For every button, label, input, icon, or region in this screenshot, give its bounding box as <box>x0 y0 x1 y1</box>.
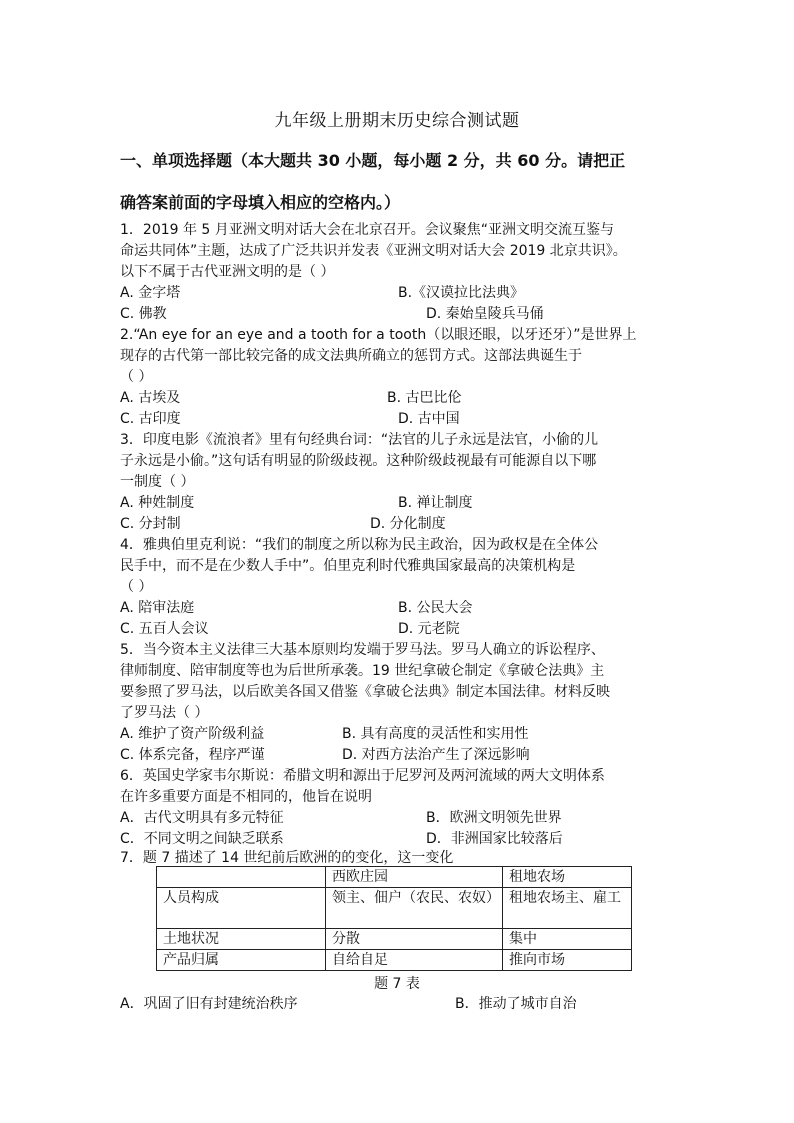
q4-option-c: C. 五百人会议 <box>120 621 209 637</box>
q4-option-a: A. 陪审法庭 <box>120 600 195 616</box>
q4-option-b: B. 公民大会 <box>398 600 473 616</box>
table-cell: 领主、佃户（农民、农奴） <box>326 888 503 929</box>
q1-stem-line-2: 命运共同体”主题，达成了广泛共识并发表《亚洲文明对话大会 2019 北京共识》。 <box>120 243 627 259</box>
table-row <box>157 950 632 971</box>
q5-stem-line-2: 律师制度、陪审制度等也为后世所承袭。19 世纪拿破仑制定《拿破仑法典》主 <box>120 663 605 679</box>
q3-option-d: D. 分化制度 <box>370 516 446 532</box>
table-cell: 自给自足 <box>326 950 503 971</box>
table-cell: 产品归属 <box>157 950 326 971</box>
table-cell: 土地状况 <box>157 929 326 950</box>
q1-option-c: C. 佛教 <box>120 306 167 322</box>
q3-stem-line-3: 一制度（ ） <box>120 474 195 490</box>
q2-option-c: C. 古印度 <box>120 411 181 427</box>
q7-stem-line-1: 7．题 7 描述了 14 世纪前后欧洲的的变化，这一变化 <box>120 850 454 866</box>
q4-stem-line-2: 民手中，而不是在少数人手中”。伯里克利时代雅典国家最高的决策机构是 <box>120 558 576 574</box>
q7-option-b: B．推动了城市自治 <box>455 996 577 1012</box>
q6-stem-line-2: 在许多重要方面是不相同的，他旨在说明 <box>120 789 372 805</box>
q7-option-a: A．巩固了旧有封建统治秩序 <box>120 996 298 1012</box>
q1-option-b: B.《汉谟拉比法典》 <box>398 285 525 301</box>
q1-option-d: D. 秦始皇陵兵马俑 <box>426 306 544 322</box>
q5-stem-line-4: 了罗马法（ ） <box>120 705 209 721</box>
q6-option-c: C．不同文明之间缺乏联系 <box>120 831 284 847</box>
q3-stem-line-2: 子永远是小偷。”这句话有明显的阶级歧视。这种阶级歧视最有可能源自以下哪 <box>120 453 597 469</box>
q5-stem-line-1: 5．当今资本主义法律三大基本原则均发端于罗马法。罗马人确立的诉讼程序、 <box>120 642 605 658</box>
table-row <box>157 888 632 929</box>
q6-option-d: D．非洲国家比较落后 <box>426 831 563 847</box>
q4-stem-line-1: 4．雅典伯里克利说：“我们的制度之所以称为民主政治，因为政权是在全体公 <box>120 537 599 553</box>
q3-option-c: C. 分封制 <box>120 516 181 532</box>
q6-stem-line-1: 6．英国史学家韦尔斯说：希腊文明和源出于尼罗河及两河流域的两大文明体系 <box>120 768 605 784</box>
q6-option-b: B．欧洲文明领先世界 <box>426 810 562 826</box>
q2-stem-line-1: 2.“An eye for an eye and a tooth for a tooth（以眼还眼，以牙还牙）”是世界上 <box>120 327 637 343</box>
q7-table <box>156 866 632 971</box>
table-cell: 集中 <box>503 929 632 950</box>
q3-stem-line-1: 3．印度电影《流浪者》里有句经典台词：“法官的儿子永远是法官，小偷的儿 <box>120 432 599 448</box>
table-header-cell: 西欧庄园 <box>326 867 503 888</box>
q4-option-d: D. 元老院 <box>398 621 460 637</box>
q2-option-b: B. 古巴比伦 <box>387 390 462 406</box>
q2-stem-line-2: 现存的古代第一部比较完备的成文法典所确立的惩罚方式。这部法典诞生于 <box>120 348 582 364</box>
table-cell: 分散 <box>326 929 503 950</box>
q6-option-a: A．古代文明具有多元特征 <box>120 810 284 826</box>
table-cell: 人员构成 <box>157 888 326 929</box>
q3-option-a: A. 种姓制度 <box>120 495 195 511</box>
table-caption: 题 7 表 <box>374 976 420 992</box>
q3-option-b: B. 禅让制度 <box>398 495 473 511</box>
table-row <box>157 929 632 950</box>
table-header-row <box>157 867 632 888</box>
section-heading-line-1: 一、单项选择题（本大题共 30 小题，每小题 2 分，共 60 分。请把正 <box>120 151 626 170</box>
table-header-cell <box>157 867 326 888</box>
q5-stem-line-3: 要参照了罗马法，以后欧美各国又借鉴《拿破仑法典》制定本国法律。材料反映 <box>120 684 610 700</box>
q5-option-b: B. 具有高度的灵活性和实用性 <box>342 726 529 742</box>
section-heading-line-2: 确答案前面的字母填入相应的空格内。） <box>120 193 401 212</box>
q2-option-d: D. 古中国 <box>398 411 460 427</box>
table-cell: 租地农场主、雇工 <box>503 888 632 929</box>
q4-stem-line-3: （ ） <box>120 579 153 595</box>
q2-option-a: A. 古埃及 <box>120 390 181 406</box>
page-title: 九年级上册期末历史综合测试题 <box>274 111 520 131</box>
q1-option-a: A. 金字塔 <box>120 285 181 301</box>
table-header-cell: 租地农场 <box>503 867 632 888</box>
q5-option-d: D. 对西方法治产生了深远影响 <box>342 747 530 763</box>
table-cell: 推向市场 <box>503 950 632 971</box>
q5-option-a: A. 维护了资产阶级利益 <box>120 726 265 742</box>
q1-stem-line-3: 以下不属于古代亚洲文明的是（ ） <box>120 264 335 280</box>
q5-option-c: C. 体系完备，程序严谨 <box>120 747 265 763</box>
q1-stem-line-1: 1．2019 年 5 月亚洲文明对话大会在北京召开。会议聚焦“亚洲文明交流互鉴与 <box>120 222 615 238</box>
q2-stem-line-3: （ ） <box>120 369 153 385</box>
